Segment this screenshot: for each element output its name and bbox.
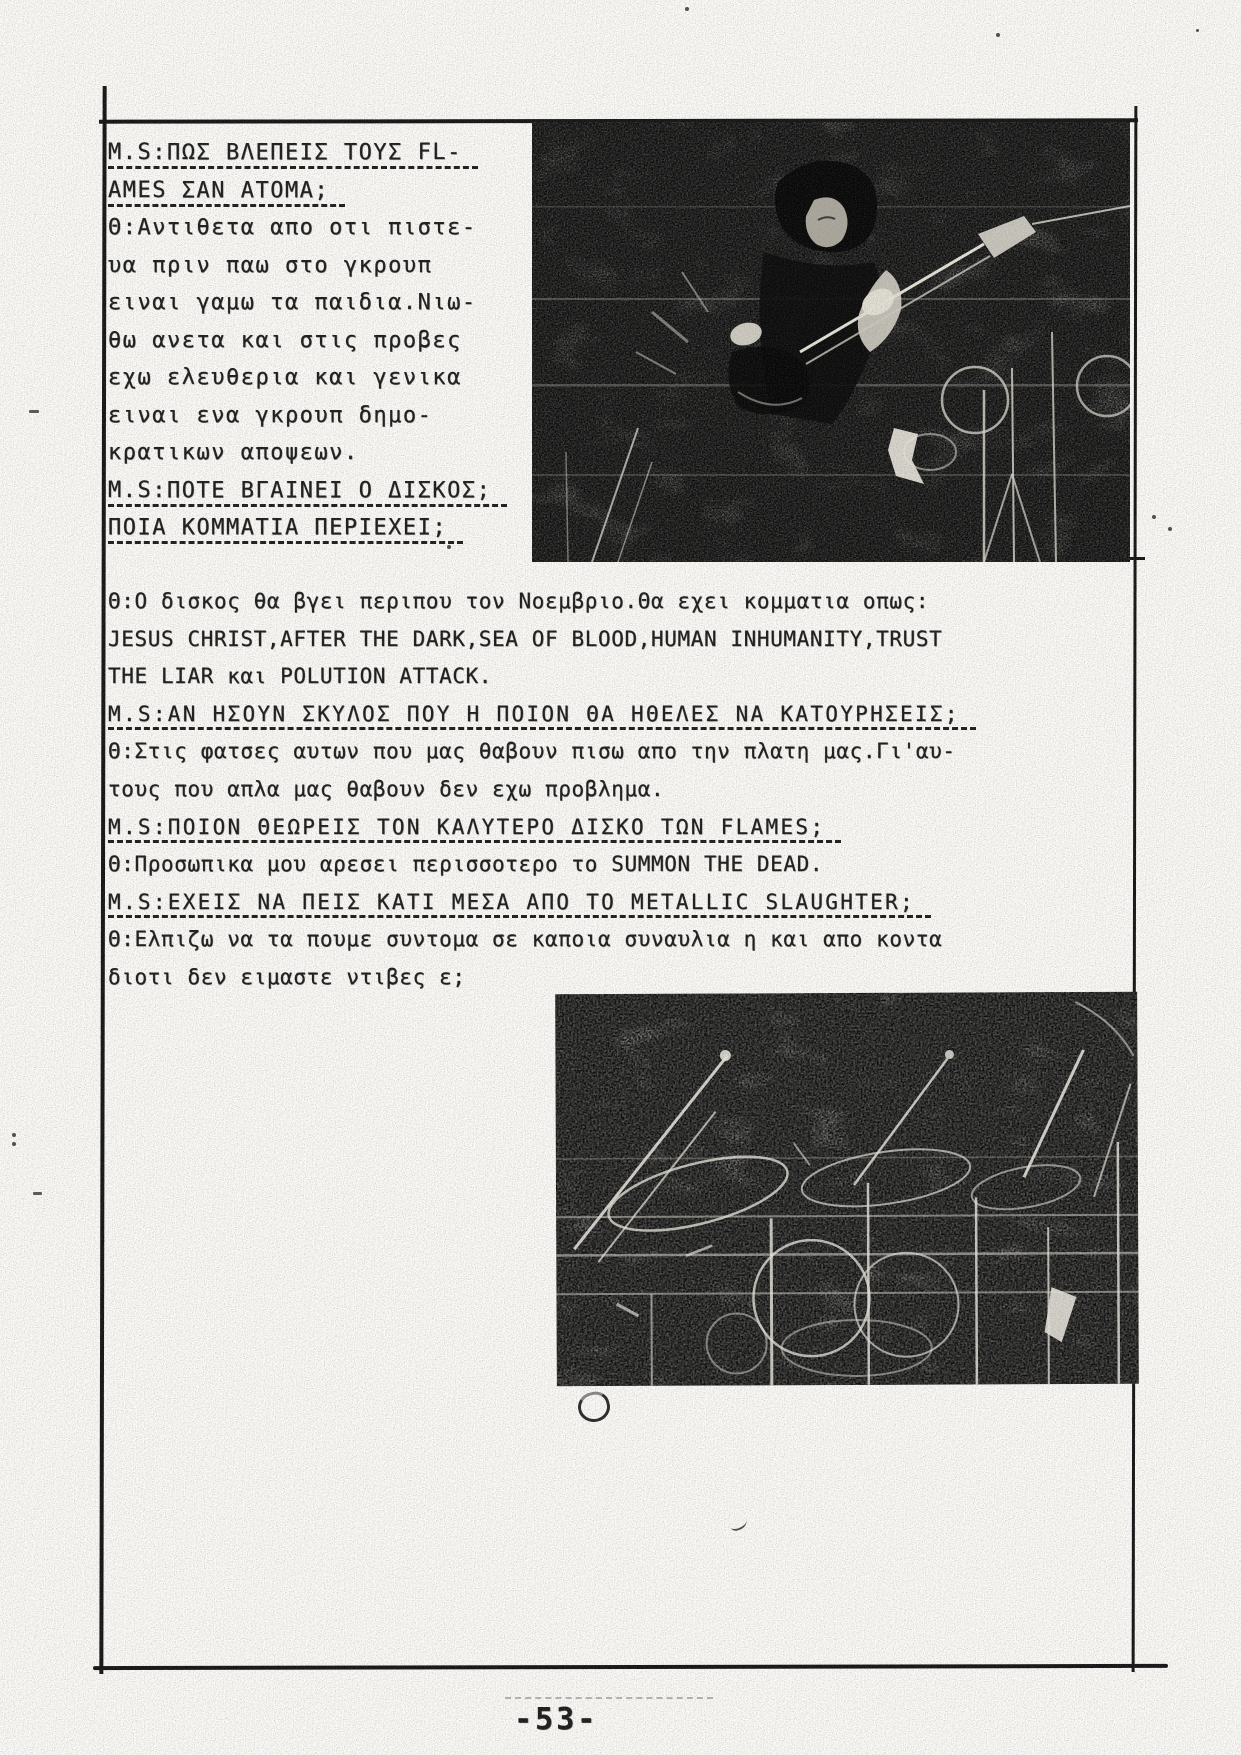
question-line: ΠΟΙΑ ΚΟΜΜΑΤΙΑ ΠΕΡΙΕΧΕΙ; xyxy=(108,509,528,547)
scan-speck xyxy=(1196,29,1199,32)
answer-line: τους που απλα μας θαβουν δεν εχω προβλημα. xyxy=(108,776,665,801)
answer-line: υα πριν παω στο γκρουπ xyxy=(108,252,433,278)
answer-line: Θ:Προσωπικα μου αρεσει περισσοτερο το SUMMON THE DEAD. xyxy=(108,852,824,877)
page-border-left xyxy=(99,86,106,1674)
margin-mark xyxy=(1168,527,1172,531)
answer-line: THE LIAR και POLUTION ATTACK. xyxy=(108,664,493,689)
question-line: AMES ΣΑΝ ΑΤΟΜΑ; xyxy=(108,172,528,210)
interview-left-column xyxy=(108,134,528,547)
guitarist-photo xyxy=(532,122,1130,562)
page-border-bottom xyxy=(93,1664,1168,1670)
answer-line: κρατικων αποψεων. xyxy=(108,440,359,465)
question-line: M.S:ΠΟΙΟΝ ΘΕΩΡΕΙΣ ΤΟΝ ΚΑΛΥΤΕΡΟ ΔΙΣΚΟ ΤΩΝ FLAMES; xyxy=(108,809,1128,847)
stray-pen-mark xyxy=(729,1516,749,1533)
answer-line: ειναι γαμω τα παιδια.Νιω- xyxy=(108,290,477,315)
drumkit-photo-image xyxy=(555,992,1139,1387)
answer-line: θω ανετα και στις προβες xyxy=(108,327,462,353)
page-number-rule xyxy=(505,1697,713,1699)
question-line: M.S:ΠΩΣ ΒΛΕΠΕΙΣ ΤΟΥΣ FL- xyxy=(108,134,528,172)
margin-mark xyxy=(12,1142,16,1146)
page-border-right xyxy=(1132,106,1138,1672)
answer-line: διοτι δεν ειμαστε ντιβες ε; xyxy=(108,964,466,989)
margin-mark xyxy=(12,1133,16,1137)
margin-mark xyxy=(33,1192,42,1195)
answer-line: εχω ελευθερια και γενικα xyxy=(108,365,462,390)
interview-main-column xyxy=(108,583,1128,997)
scan-speck xyxy=(996,33,1000,37)
handwritten-circle-mark xyxy=(575,1389,613,1426)
answer-line: Θ:Ο δισκος θα βγει περιπου τον Νοεμβριο.Θα εχει κομματια οπως: xyxy=(108,589,930,613)
guitarist-photo-image xyxy=(532,122,1130,562)
answer-line: JESUS CHRIST,AFTER THE DARK,SEA OF BLOOD,HUMAN INHUMANITY,TRUST xyxy=(108,626,943,651)
answer-line: ειναι ενα γκρουπ δημο- xyxy=(108,402,433,428)
answer-line: Θ:Ελπιζω να τα πουμε συντομα σε καποια συναυλια η και απο κοντα xyxy=(108,927,943,952)
scan-speck xyxy=(685,7,689,11)
question-line: M.S:ΠΟΤΕ ΒΓΑΙΝΕΙ Ο ΔΙΣΚΟΣ; xyxy=(108,472,528,510)
question-line: M.S:ΑΝ ΗΣΟΥΝ ΣΚΥΛΟΣ ΠΟΥ Η ΠΟΙΟΝ ΘΑ ΗΘΕΛΕΣ ΝΑ ΚΑΤΟΥΡΗΣΕΙΣ; xyxy=(108,696,1128,734)
page-number: -53- xyxy=(514,1702,599,1737)
margin-mark xyxy=(1152,515,1156,519)
margin-mark xyxy=(29,410,39,413)
answer-line: Θ:Στις φατσες αυτων που μας θαβουν πισω απο την πλατη μας.Γι'αυ- xyxy=(108,739,956,764)
question-line: M.S:ΕΧΕΙΣ ΝΑ ΠΕΙΣ ΚΑΤΙ ΜΕΣΑ ΑΠΟ ΤΟ METALLIC SLAUGHTER; xyxy=(108,884,1128,922)
scan-speck xyxy=(447,545,451,549)
drumkit-photo xyxy=(555,992,1139,1387)
answer-line: Θ:Αντιθετα απο οτι πιστε- xyxy=(108,215,477,240)
